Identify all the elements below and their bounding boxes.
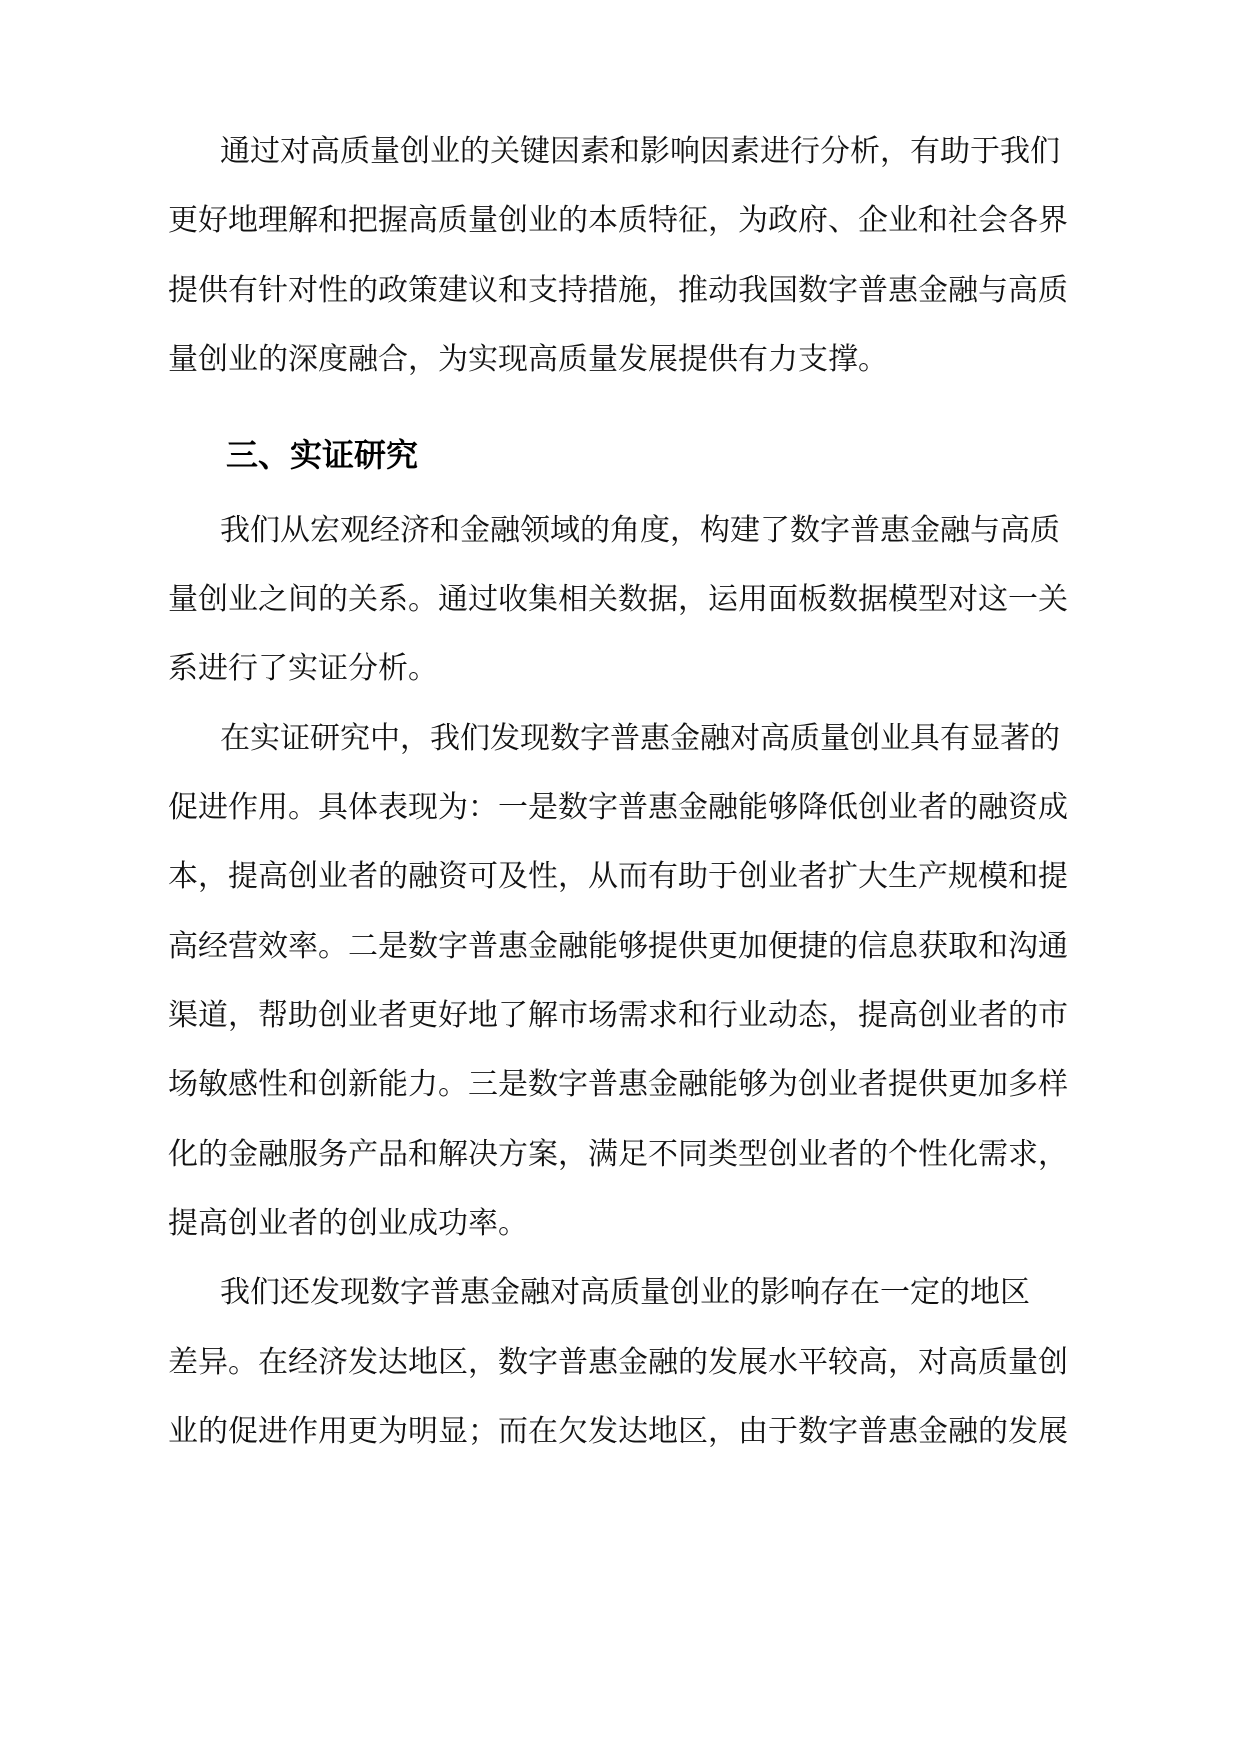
section-paragraph-3-line-1: 我们还发现数字普惠金融对高质量创业的影响存在一定的地区 [220, 1275, 1030, 1310]
section-paragraph-2-line-4: 高经营效率。二是数字普惠金融能够提供更加便捷的信息获取和沟通 [168, 929, 1068, 964]
section-paragraph-2-line-7: 化的金融服务产品和解决方案，满足不同类型创业者的个性化需求， [168, 1137, 1068, 1172]
section-paragraph-2-line-5: 渠道，帮助创业者更好地了解市场需求和行业动态，提高创业者的市 [168, 998, 1068, 1033]
section-paragraph-1-line-1: 我们从宏观经济和金融领域的角度，构建了数字普惠金融与高质 [220, 513, 1060, 548]
section-paragraph-1-line-3: 系进行了实证分析。 [168, 651, 438, 686]
section-paragraph-1-line-2: 量创业之间的关系。通过收集相关数据，运用面板数据模型对这一关 [168, 582, 1068, 617]
paragraph-1-line-2: 更好地理解和把握高质量创业的本质特征，为政府、企业和社会各界 [168, 203, 1068, 238]
paragraph-1-line-1: 通过对高质量创业的关键因素和影响因素进行分析，有助于我们 [220, 134, 1060, 169]
paragraph-1-line-3: 提供有针对性的政策建议和支持措施，推动我国数字普惠金融与高质 [168, 273, 1068, 308]
section-paragraph-3-line-3: 业的促进作用更为明显；而在欠发达地区，由于数字普惠金融的发展 [168, 1414, 1068, 1449]
section-paragraph-2-line-1: 在实证研究中，我们发现数字普惠金融对高质量创业具有显著的 [220, 721, 1060, 756]
section-paragraph-3-line-2: 差异。在经济发达地区，数字普惠金融的发展水平较高，对高质量创 [168, 1345, 1068, 1380]
section-heading: 三、实证研究 [226, 436, 419, 474]
section-paragraph-2-line-8: 提高创业者的创业成功率。 [168, 1206, 528, 1241]
paragraph-1-line-4: 量创业的深度融合，为实现高质量发展提供有力支撑。 [168, 342, 888, 377]
section-paragraph-2-line-3: 本，提高创业者的融资可及性，从而有助于创业者扩大生产规模和提 [168, 859, 1068, 894]
section-paragraph-2-line-6: 场敏感性和创新能力。三是数字普惠金融能够为创业者提供更加多样 [168, 1067, 1068, 1102]
section-paragraph-2-line-2: 促进作用。具体表现为：一是数字普惠金融能够降低创业者的融资成 [168, 790, 1068, 825]
